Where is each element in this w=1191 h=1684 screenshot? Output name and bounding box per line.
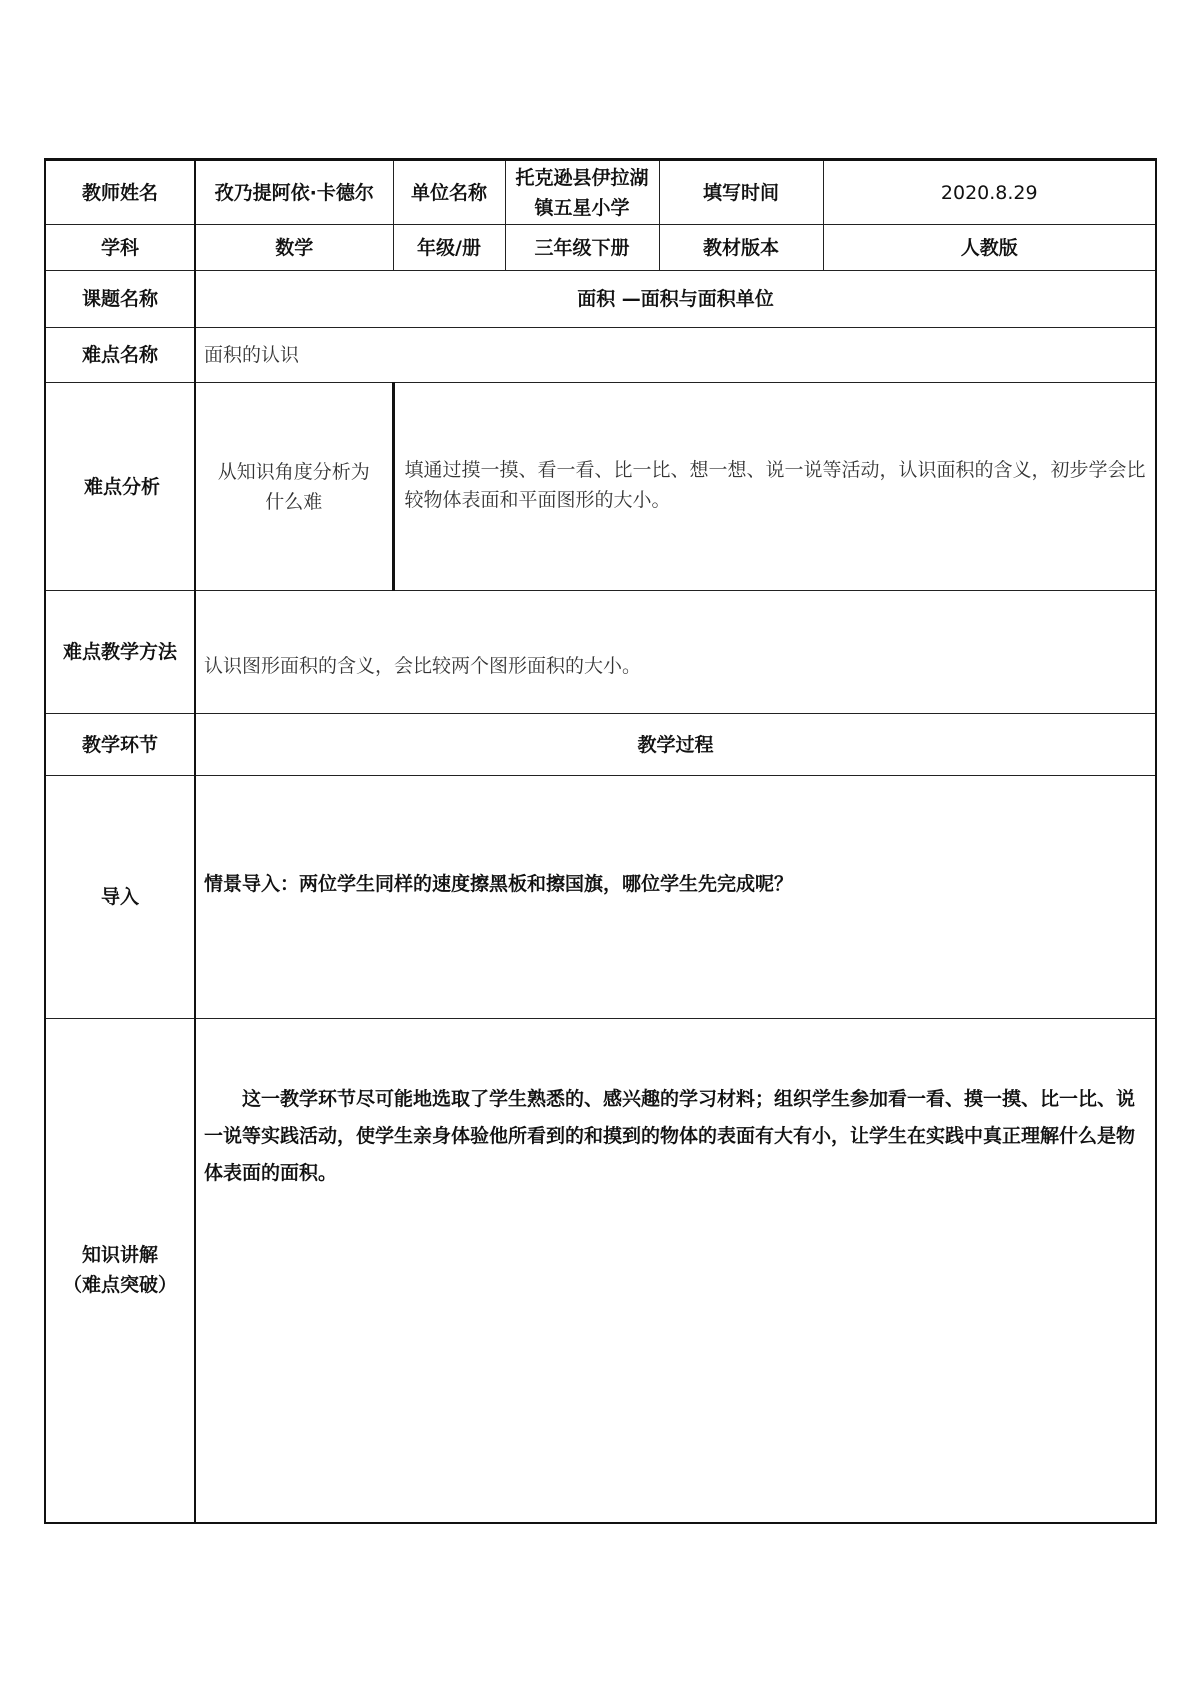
step-label: 教学环节 (45, 714, 195, 776)
grade-value: 三年级下册 (505, 225, 659, 271)
row-explain (45, 1019, 1156, 1523)
explain-label-sub: （难点突破） (62, 1274, 177, 1297)
row-method (45, 591, 1156, 714)
intro-text: 情景导入：两位学生同样的速度擦黑板和擦国旗，哪位学生先完成呢？ (195, 776, 1156, 1019)
row-difficulty (45, 328, 1156, 383)
grade-label: 年级/册 (393, 225, 505, 271)
method-label: 难点教学方法 (45, 591, 195, 714)
process-label: 教学过程 (195, 714, 1156, 776)
teacher-name: 孜乃提阿依·卡德尔 (195, 160, 393, 225)
lesson-plan-form (44, 158, 1155, 1524)
row-intro (45, 776, 1156, 1019)
edition-value: 人教版 (823, 225, 1156, 271)
explain-cell (195, 1019, 1156, 1523)
time-label: 填写时间 (659, 160, 823, 225)
subject-value: 数学 (195, 225, 393, 271)
row-topic (45, 271, 1156, 328)
intro-label: 导入 (45, 776, 195, 1019)
row-subject-info (45, 225, 1156, 271)
lesson-plan-table (44, 158, 1157, 1524)
method-text: 认识图形面积的含义，会比较两个图形面积的大小。 (195, 591, 1156, 714)
row-analysis (45, 383, 1156, 591)
topic-value: 面积 —面积与面积单位 (195, 271, 1156, 328)
row-teacher-info (45, 160, 1156, 225)
subject-label: 学科 (45, 225, 195, 271)
explain-label-main: 知识讲解 (81, 1244, 158, 1267)
unit-label: 单位名称 (393, 160, 505, 225)
time-value: 2020.8.29 (823, 160, 1156, 225)
difficulty-label: 难点名称 (45, 328, 195, 383)
teacher-label: 教师姓名 (45, 160, 195, 225)
analysis-text: 填通过摸一摸、看一看、比一比、想一想、说一说等活动，认识面积的含义，初步学会比较物体表面和平面图形的大小。 (393, 383, 1156, 591)
unit-name: 托克逊县伊拉湖镇五星小学 (505, 160, 659, 225)
row-step-header (45, 714, 1156, 776)
analysis-sub-label: 从知识角度分析为什么难 (195, 383, 393, 591)
topic-label: 课题名称 (45, 271, 195, 328)
explain-label (45, 1019, 195, 1523)
difficulty-value: 面积的认识 (195, 328, 1156, 383)
analysis-label: 难点分析 (45, 383, 195, 591)
edition-label: 教材版本 (659, 225, 823, 271)
explain-text: 这一教学环节尽可能地选取了学生熟悉的、感兴趣的学习材料；组织学生参加看一看、摸一摸、比一比、说一说等实践活动，使学生亲身体验他所看到的和摸到的物体的表面有大有小，让学生在实践中真正理解什么是物体表面的面积。 (204, 1088, 1136, 1184)
